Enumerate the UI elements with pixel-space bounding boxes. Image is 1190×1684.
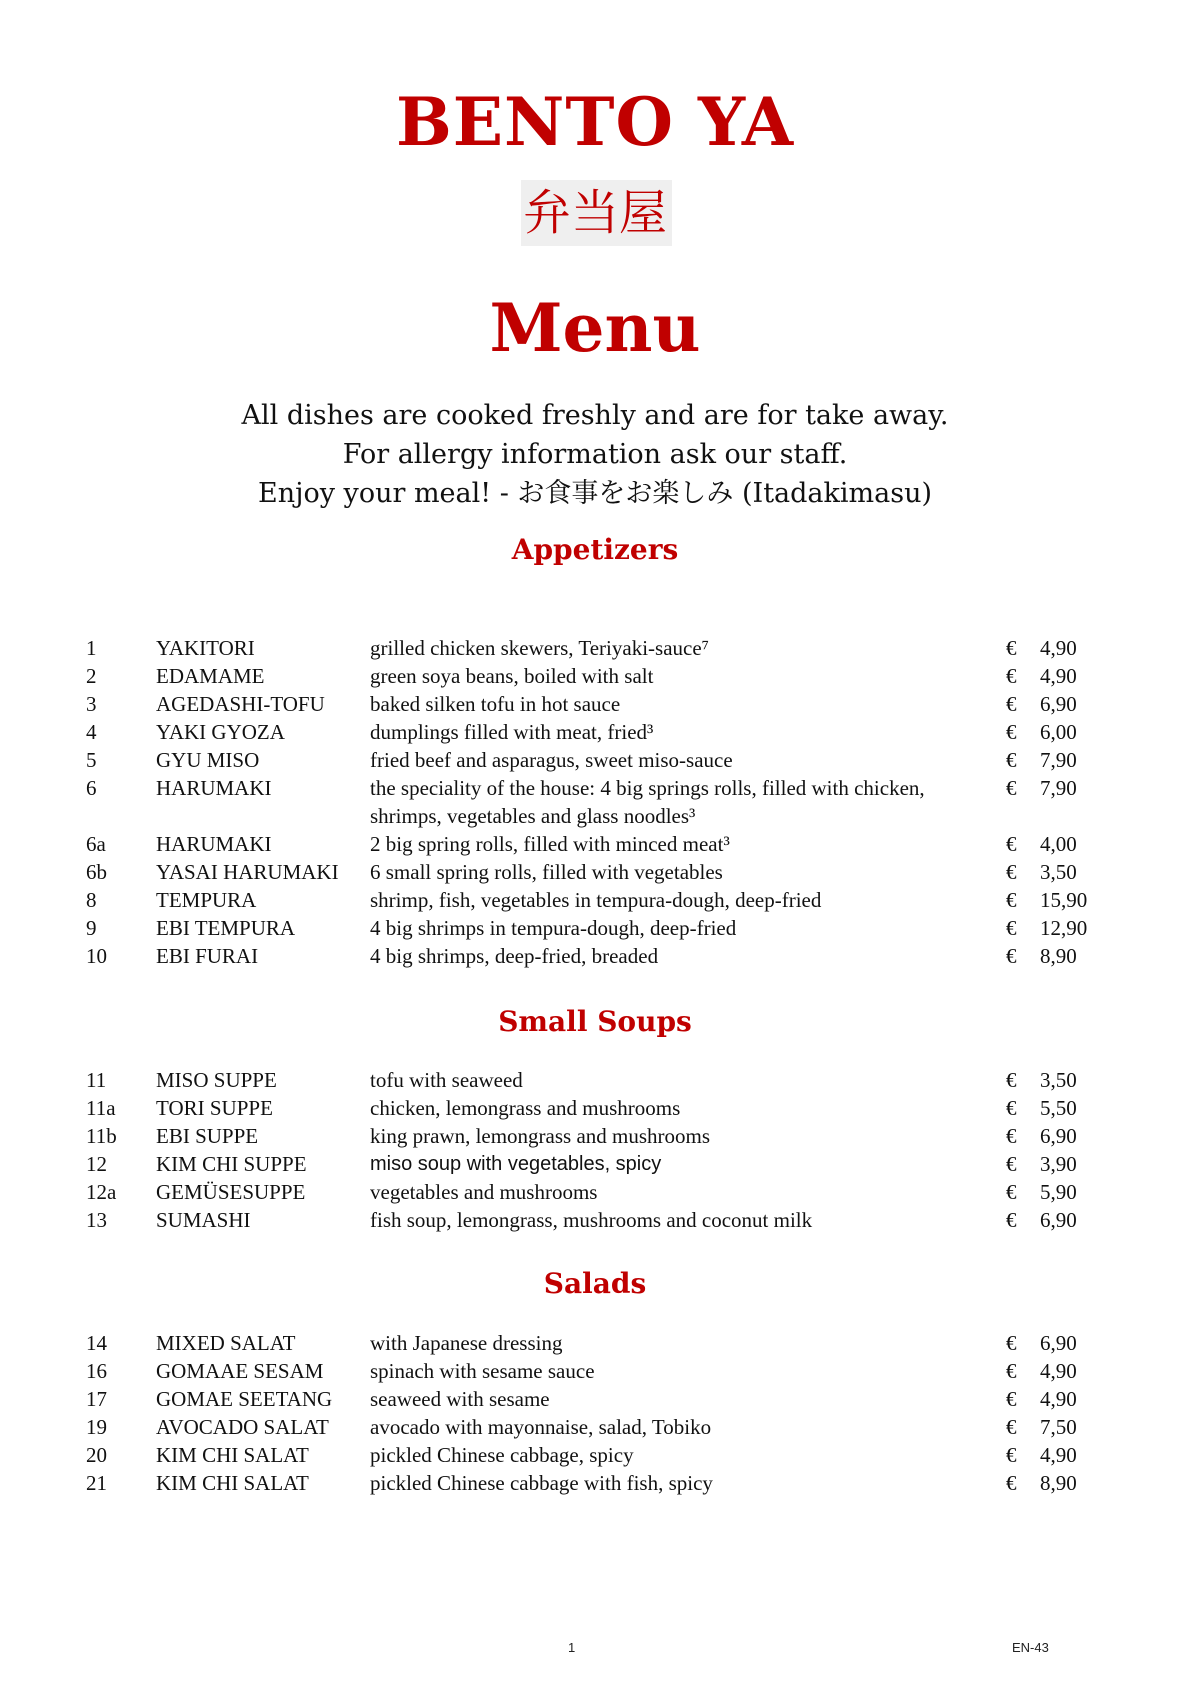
item-description: the speciality of the house: 4 big springs rolls, filled with chicken, shrimps, vegetables and glass noodles³ xyxy=(370,776,925,828)
item-price: 6,90 xyxy=(1040,692,1077,716)
list-item xyxy=(86,1469,1126,1497)
appetizers-list xyxy=(86,634,1126,970)
item-name: GOMAE SEETANG xyxy=(156,1387,333,1411)
item-name: TORI SUPPE xyxy=(156,1096,273,1120)
item-name: YASAI HARUMAKI xyxy=(156,860,339,884)
item-description: tofu with seaweed xyxy=(370,1068,523,1092)
currency-symbol: € xyxy=(1006,1415,1017,1439)
item-name: EDAMAME xyxy=(156,664,265,688)
currency-symbol: € xyxy=(1006,832,1017,856)
intro-line-1: All dishes are cooked freshly and are for take away. xyxy=(241,400,949,431)
item-description: 4 big shrimps, deep-fried, breaded xyxy=(370,944,659,968)
page-number: 1 xyxy=(568,1640,576,1655)
item-name: AGEDASHI-TOFU xyxy=(156,692,325,716)
currency-symbol: € xyxy=(1006,1359,1017,1383)
item-number: 21 xyxy=(86,1471,107,1495)
item-description: with Japanese dressing xyxy=(370,1331,563,1355)
item-price: 4,90 xyxy=(1040,1443,1077,1467)
item-description: green soya beans, boiled with salt xyxy=(370,664,654,688)
item-description: king prawn, lemongrass and mushrooms xyxy=(370,1124,711,1148)
currency-symbol: € xyxy=(1006,1180,1017,1204)
item-number: 3 xyxy=(86,692,97,716)
item-name: GEMÜSESUPPE xyxy=(156,1180,306,1204)
currency-symbol: € xyxy=(1006,1124,1017,1148)
item-number: 1 xyxy=(86,636,97,660)
section-title-appetizers: Appetizers xyxy=(511,533,679,566)
item-name: YAKITORI xyxy=(156,636,255,660)
item-name: HARUMAKI xyxy=(156,832,272,856)
section-title-salads: Salads xyxy=(543,1267,647,1300)
item-number: 10 xyxy=(86,944,107,968)
item-number: 5 xyxy=(86,748,97,772)
list-item xyxy=(86,1122,1126,1150)
item-price: 8,90 xyxy=(1040,1471,1077,1495)
item-name: YAKI GYOZA xyxy=(156,720,285,744)
list-item xyxy=(86,1413,1126,1441)
item-description: chicken, lemongrass and mushrooms xyxy=(370,1096,681,1120)
item-number: 16 xyxy=(86,1359,107,1383)
item-number: 11a xyxy=(86,1096,116,1120)
item-name: TEMPURA xyxy=(156,888,257,912)
item-name: MIXED SALAT xyxy=(156,1331,296,1355)
item-price: 3,90 xyxy=(1040,1152,1077,1176)
list-item xyxy=(86,1150,1126,1178)
item-description: 4 big shrimps in tempura-dough, deep-fried xyxy=(370,916,737,940)
item-description: fried beef and asparagus, sweet miso-sauce xyxy=(370,748,733,772)
item-number: 8 xyxy=(86,888,97,912)
item-name: GOMAAE SESAM xyxy=(156,1359,324,1383)
section-title-small-soups: Small Soups xyxy=(498,1005,692,1038)
intro-line-3-en: Enjoy your meal! - xyxy=(258,478,518,509)
list-item xyxy=(86,634,1126,662)
list-item xyxy=(86,774,1126,830)
menu-title: Menu xyxy=(489,289,701,367)
currency-symbol: € xyxy=(1006,1443,1017,1467)
currency-symbol: € xyxy=(1006,692,1017,716)
list-item xyxy=(86,1357,1126,1385)
item-number: 17 xyxy=(86,1387,107,1411)
item-description: fish soup, lemongrass, mushrooms and coconut milk xyxy=(370,1208,813,1232)
list-item xyxy=(86,718,1126,746)
item-number: 20 xyxy=(86,1443,107,1467)
item-number: 2 xyxy=(86,664,97,688)
item-price: 12,90 xyxy=(1040,916,1088,940)
currency-symbol: € xyxy=(1006,944,1017,968)
intro-line-3-end: (Itadakimasu) xyxy=(733,478,932,509)
item-price: 4,90 xyxy=(1040,1359,1077,1383)
item-description: pickled Chinese cabbage, spicy xyxy=(370,1443,634,1467)
item-description: spinach with sesame sauce xyxy=(370,1359,595,1383)
intro-line-3 xyxy=(0,474,1190,513)
currency-symbol: € xyxy=(1006,1387,1017,1411)
item-description: 6 small spring rolls, filled with vegetables xyxy=(370,860,723,884)
item-number: 13 xyxy=(86,1208,107,1232)
item-description: vegetables and mushrooms xyxy=(370,1180,598,1204)
item-price: 15,90 xyxy=(1040,888,1088,912)
salads-list xyxy=(86,1329,1126,1497)
item-price: 7,90 xyxy=(1040,748,1077,772)
item-name: EBI SUPPE xyxy=(156,1124,259,1148)
item-name: AVOCADO SALAT xyxy=(156,1415,329,1439)
list-item xyxy=(86,1441,1126,1469)
intro-text xyxy=(0,396,1190,513)
currency-symbol: € xyxy=(1006,636,1017,660)
item-number: 6a xyxy=(86,832,106,856)
item-number: 6b xyxy=(86,860,107,884)
item-name: HARUMAKI xyxy=(156,776,272,800)
item-name: KIM CHI SALAT xyxy=(156,1443,309,1467)
currency-symbol: € xyxy=(1006,1152,1017,1176)
item-number: 11b xyxy=(86,1124,117,1148)
currency-symbol: € xyxy=(1006,1208,1017,1232)
item-number: 19 xyxy=(86,1415,107,1439)
item-name: EBI FURAI xyxy=(156,944,259,968)
item-number: 11 xyxy=(86,1068,107,1092)
item-price: 8,90 xyxy=(1040,944,1077,968)
list-item xyxy=(86,1066,1126,1094)
intro-line-3-jp: お食事をお楽しみ xyxy=(517,478,734,509)
restaurant-kanji: 弁当屋 xyxy=(522,185,667,241)
item-name: EBI TEMPURA xyxy=(156,916,296,940)
currency-symbol: € xyxy=(1006,720,1017,744)
list-item xyxy=(86,1385,1126,1413)
list-item xyxy=(86,914,1126,942)
item-name: MISO SUPPE xyxy=(156,1068,277,1092)
list-item xyxy=(86,1094,1126,1122)
currency-symbol: € xyxy=(1006,916,1017,940)
list-item xyxy=(86,1329,1126,1357)
item-description: baked silken tofu in hot sauce xyxy=(370,692,621,716)
item-name: KIM CHI SUPPE xyxy=(156,1152,307,1176)
item-number: 12a xyxy=(86,1180,117,1204)
small-soups-list xyxy=(86,1066,1126,1234)
intro-line-2: For allergy information ask our staff. xyxy=(342,439,848,470)
item-name: SUMASHI xyxy=(156,1208,251,1232)
list-item xyxy=(86,942,1126,970)
item-description: miso soup with vegetables, spicy xyxy=(370,1153,662,1175)
item-price: 7,90 xyxy=(1040,776,1077,800)
list-item xyxy=(86,886,1126,914)
item-description: 2 big spring rolls, filled with minced meat³ xyxy=(370,832,730,856)
item-name: KIM CHI SALAT xyxy=(156,1471,309,1495)
list-item xyxy=(86,1206,1126,1234)
item-price: 7,50 xyxy=(1040,1415,1077,1439)
item-number: 6 xyxy=(86,776,97,800)
item-description: avocado with mayonnaise, salad, Tobiko xyxy=(370,1415,712,1439)
item-number: 12 xyxy=(86,1152,107,1176)
currency-symbol: € xyxy=(1006,748,1017,772)
item-number: 14 xyxy=(86,1331,107,1355)
currency-symbol: € xyxy=(1006,888,1017,912)
item-price: 5,50 xyxy=(1040,1096,1077,1120)
currency-symbol: € xyxy=(1006,776,1017,800)
item-description: dumplings filled with meat, fried³ xyxy=(370,720,654,744)
document-code: EN-43 xyxy=(1012,1640,1049,1655)
currency-symbol: € xyxy=(1006,860,1017,884)
item-number: 9 xyxy=(86,916,97,940)
currency-symbol: € xyxy=(1006,1068,1017,1092)
item-price: 6,90 xyxy=(1040,1331,1077,1355)
currency-symbol: € xyxy=(1006,1096,1017,1120)
restaurant-title: BENTO YA xyxy=(395,83,795,161)
currency-symbol: € xyxy=(1006,664,1017,688)
item-description: seaweed with sesame xyxy=(370,1387,550,1411)
item-price: 4,90 xyxy=(1040,664,1077,688)
item-description: grilled chicken skewers, Teriyaki-sauce⁷ xyxy=(370,636,709,660)
list-item xyxy=(86,746,1126,774)
item-price: 6,90 xyxy=(1040,1208,1077,1232)
item-description: pickled Chinese cabbage with fish, spicy xyxy=(370,1471,713,1495)
list-item xyxy=(86,662,1126,690)
list-item xyxy=(86,690,1126,718)
list-item xyxy=(86,830,1126,858)
currency-symbol: € xyxy=(1006,1471,1017,1495)
item-price: 4,00 xyxy=(1040,832,1077,856)
currency-symbol: € xyxy=(1006,1331,1017,1355)
item-price: 3,50 xyxy=(1040,1068,1077,1092)
item-price: 5,90 xyxy=(1040,1180,1077,1204)
item-price: 4,90 xyxy=(1040,1387,1077,1411)
item-price: 3,50 xyxy=(1040,860,1077,884)
item-price: 6,90 xyxy=(1040,1124,1077,1148)
list-item xyxy=(86,858,1126,886)
item-number: 4 xyxy=(86,720,97,744)
list-item xyxy=(86,1178,1126,1206)
item-description: shrimp, fish, vegetables in tempura-dough, deep-fried xyxy=(370,888,822,912)
item-price: 6,00 xyxy=(1040,720,1077,744)
item-price: 4,90 xyxy=(1040,636,1077,660)
item-name: GYU MISO xyxy=(156,748,260,772)
